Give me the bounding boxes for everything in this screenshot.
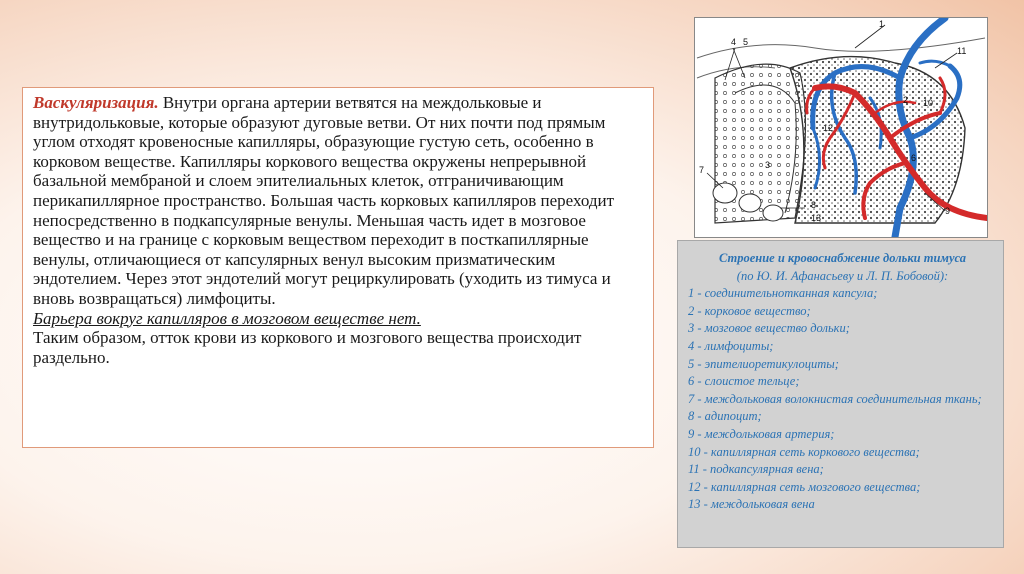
caption-item: 10 - капиллярная сеть коркового вещества;: [688, 444, 920, 459]
caption-item: 7 - междольковая волокнистая соединительная ткань;: [688, 391, 982, 406]
figure-caption: [677, 240, 1004, 548]
figure-label-8: 8: [811, 200, 817, 210]
paragraph-body: Внутри органа артерии ветвятся на междольковые и внутридольковые, которые образуют дуговые ветви. От них почти под прямым углом отходят кровеносные капилляры, образующие густую сеть, особенно в корковом веществе. Капилляры коркового вещества окружены непрерывной базальной мембраной и слоем эпителиальных клеток, отграничивающим перикапиллярное пространство. Большая часть корковых капилляров переходит непосредственно в подкапсулярные венулы. Меньшая часть идет в мозговое вещество и на границе с корковым веществом переходит в посткапиллярные венулы, отличающиеся от капсулярных венул высоким призматическим эндотелием. Через этот эндотелий могут рециркулировать (уходить из тимуса и вновь возвращаться) лимфоциты.: [33, 93, 615, 308]
figure-label-11: 11: [957, 46, 967, 56]
figure-label-4: 4: [731, 37, 737, 47]
thymus-diagram: [695, 18, 987, 237]
caption-item: 6 - слоистое тельце;: [688, 374, 800, 389]
lead-title: Васкуляризация.: [33, 93, 159, 112]
caption-title: Строение и кровоснабжение дольки тимуса: [718, 251, 967, 265]
figure-label-12: 12: [823, 123, 834, 133]
figure-label-2: 2: [903, 95, 909, 105]
caption-item: 12 - капиллярная сеть мозгового вещества;: [688, 479, 921, 494]
main-text-box: [22, 87, 654, 448]
figure-label-1: 1: [879, 19, 885, 29]
figure-label-3: 3: [765, 160, 771, 170]
caption-item: 4 - лимфоциты;: [688, 338, 774, 353]
figure-label-7: 7: [699, 165, 705, 175]
caption-item: 1 - соединительнотканная капсула;: [688, 286, 878, 301]
caption-item: 13 - междольковая вена: [688, 497, 815, 512]
caption-item: 3 - мозговое вещество дольки;: [688, 321, 850, 336]
conclusion-text: Таким образом, отток крови из коркового и мозгового вещества происходит раздельно.: [33, 328, 582, 367]
caption-item: 11 - подкапсулярная вена;: [688, 462, 824, 477]
figure-label-10: 10: [923, 98, 934, 108]
caption-item: 2 - корковое вещество;: [688, 303, 811, 318]
caption-item: 5 - эпителиоретикулоциты;: [688, 356, 839, 371]
caption-item: 8 - адипоцит;: [688, 409, 762, 424]
barrier-note: Барьера вокруг капилляров в мозговом веществе нет.: [33, 308, 421, 328]
figure-label-13: 13: [811, 213, 822, 223]
main-paragraph: [33, 93, 643, 309]
thymus-lobule-figure: [694, 17, 988, 238]
caption-item: 9 - междольковая артерия;: [688, 426, 835, 441]
figure-label-9: 9: [945, 206, 951, 216]
figure-label-6: 6: [911, 153, 917, 163]
figure-label-5: 5: [743, 37, 749, 47]
caption-subtitle: (по Ю. И. Афанасьеву и Л. П. Бобовой):: [736, 268, 949, 283]
